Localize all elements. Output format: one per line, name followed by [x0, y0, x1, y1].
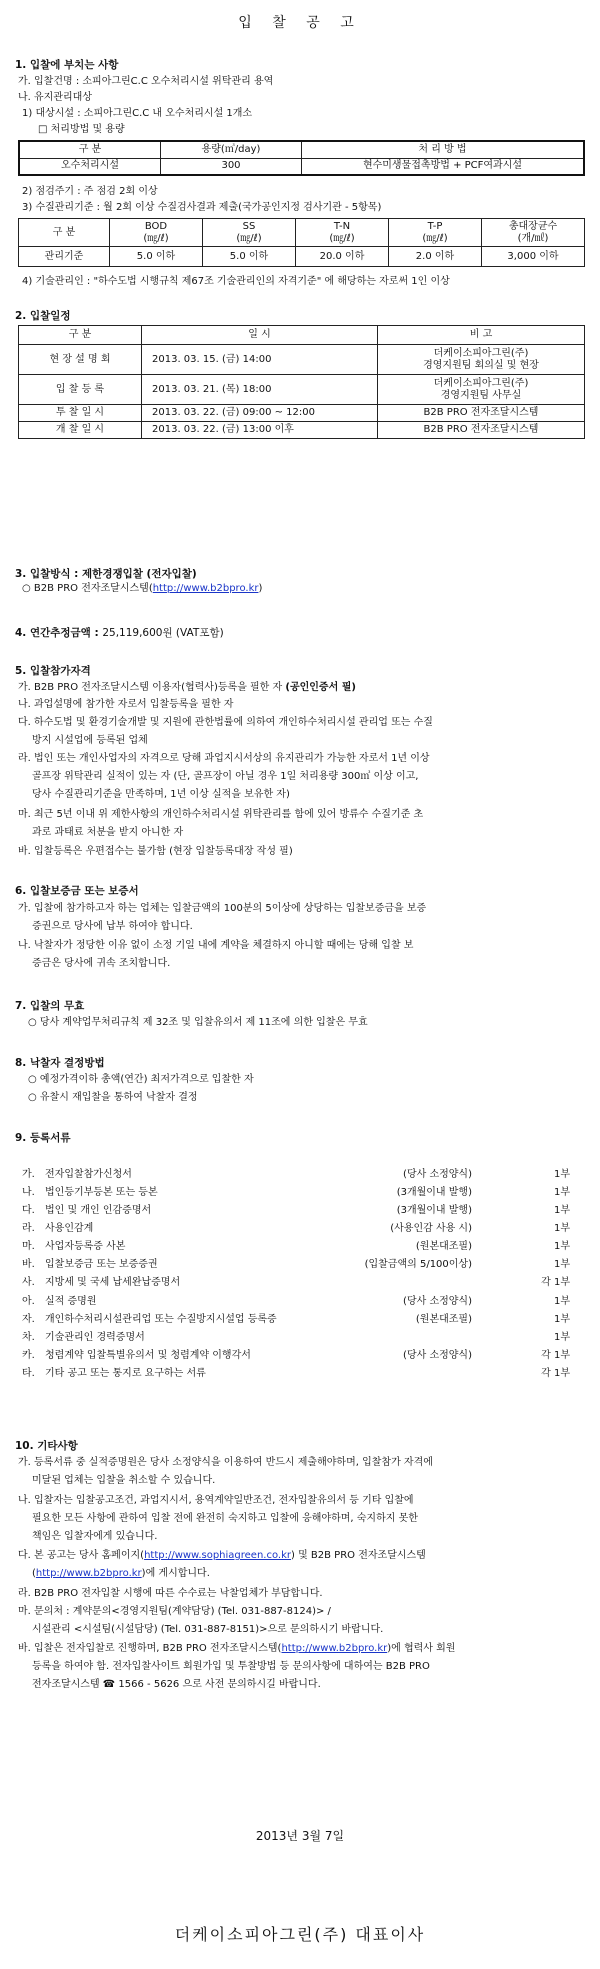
section-3-heading: 3. 입찰방식 : 제한경쟁입찰 (전자입찰): [15, 568, 197, 580]
document-number: 타.: [22, 1368, 35, 1379]
wq-cell: 20.0 이하: [296, 247, 389, 267]
method-header: 용량(㎥/day): [161, 141, 302, 158]
section-1-heading: 1. 입찰에 부치는 사항: [15, 59, 119, 71]
document-name: 법인 및 개인 인감증명서: [45, 1205, 152, 1216]
wq-header-unit: (㎎/ℓ): [143, 232, 169, 244]
document-note: (입찰금액의 5/100이상): [364, 1259, 472, 1270]
document-name: 기타 공고 또는 통지로 요구하는 서류: [45, 1368, 206, 1379]
wq-header-unit: (㎎/ℓ): [236, 232, 262, 244]
s10-text: )에 협력사 회원: [387, 1643, 456, 1654]
s1-line: 가. 입찰건명 : 소피아그린C.C 오수처리시설 위탁관리 용역: [18, 76, 274, 87]
wq-header-name: T-P: [427, 220, 443, 232]
s5-line: 골프장 위탁관리 실적이 있는 자 (단, 골프장이 아닐 경우 1일 처리용량 300㎥ 이상 이고,: [32, 771, 419, 782]
s10-line: [18, 1642, 455, 1655]
section-4-label: 4. 연간추정금액 :: [15, 627, 103, 639]
page-title: 입 찰 공 고: [238, 15, 362, 31]
s10-line: [32, 1567, 210, 1580]
document-number: 사.: [22, 1277, 35, 1288]
s10-text: 바. 입찰은 전자입찰로 진행하며, B2B PRO 전자조달시스템(: [18, 1643, 282, 1654]
s8-line: ○ 예정가격이하 총액(연간) 최저가격으로 입찰한 자: [28, 1074, 254, 1085]
s10-text: )에 게시합니다.: [141, 1568, 210, 1579]
document-row: [0, 1367, 600, 1381]
document-note: (3개월이내 발행): [396, 1187, 472, 1198]
wq-header: [296, 219, 389, 247]
document-name: 실적 증명원: [45, 1296, 97, 1307]
s10-text: (: [32, 1568, 36, 1579]
wq-header-name: T-N: [333, 220, 351, 232]
document-number: 카.: [22, 1350, 35, 1361]
document-quantity: 1부: [553, 1241, 570, 1252]
wq-header-name: 총대장균수: [508, 220, 558, 232]
method-header: 구 분: [19, 141, 161, 158]
s5-line: 과로 과태료 처분을 받지 아니한 자: [32, 827, 184, 838]
estimated-price: 25,119,600원 (VAT포함): [102, 627, 224, 639]
s3-line: [22, 582, 262, 595]
s10-line: 전자조달시스템 ☎ 1566 - 5626 으로 사전 문의하시길 바랍니다.: [32, 1679, 321, 1690]
schedule-table: [18, 325, 585, 439]
s10-line: 마. 문의처 : 계약문의<경영지원팀(계약담당) (Tel. 031-887-8124)> /: [18, 1606, 331, 1617]
s10-text: 다. 본 공고는 당사 홈페이지(: [18, 1550, 145, 1561]
s1-line: 1) 대상시설 : 소피아그린C.C 내 오수처리시설 1개소: [22, 108, 253, 119]
schedule-note-line: 경영지원팀 사무실: [440, 389, 522, 401]
s10-line: 등록을 하여야 함. 전자입찰사이트 회원가입 및 투찰방법 등 문의사항에 대하여는 B2B PRO: [32, 1661, 430, 1672]
s10-text: ) 및 B2B PRO 전자조달시스템: [291, 1550, 426, 1561]
schedule-item: 현 장 설 명 회: [19, 345, 142, 375]
document-row: [0, 1186, 600, 1200]
wq-header-name: BOD: [144, 220, 168, 232]
document-name: 법인등기부등본 또는 등본: [45, 1187, 158, 1198]
schedule-note-line: 경영지원팀 회의실 및 현장: [423, 359, 539, 371]
s5-line: 나. 과업설명에 참가한 자로서 입찰등록을 필한 자: [18, 699, 234, 710]
wq-header: [110, 219, 203, 247]
document-row: [0, 1313, 600, 1327]
schedule-note: B2B PRO 전자조달시스템: [378, 405, 585, 422]
schedule-datetime: 2013. 03. 21. (목) 18:00: [142, 375, 378, 405]
document-quantity: 1부: [553, 1187, 570, 1198]
schedule-datetime: 2013. 03. 22. (금) 13:00 이후: [142, 422, 378, 439]
s8-line: ○ 유찰시 재입찰을 통하여 낙찰자 결정: [28, 1092, 198, 1103]
s10-line: 책임은 입찰자에게 있습니다.: [32, 1531, 158, 1542]
document-note: (원본대조필): [415, 1241, 472, 1252]
method-cell: 오수처리시설: [19, 158, 161, 175]
section-4-heading: [15, 625, 224, 640]
s7-line: ○ 당사 계약업무처리규칙 제 32조 및 입찰유의서 제 11조에 의한 입찰은 무효: [28, 1017, 368, 1028]
s3-line-text: ): [258, 583, 263, 594]
s1-line: □ 처리방법 및 용량: [38, 124, 125, 135]
s5-line: 라. 법인 또는 개인사업자의 자격으로 당해 과업지시서상의 유지관리가 가능한 자로서 1년 이상: [18, 753, 430, 764]
schedule-note-line: 더케이소피아그린(주): [433, 377, 529, 389]
s5-line: 다. 하수도법 및 환경기술개발 및 지원에 관한법률에 의하여 개인하수처리시설 관리업 또는 수질: [18, 717, 433, 728]
water-quality-table: [18, 218, 585, 267]
s6-line: 가. 입찰에 참가하고자 하는 업체는 입찰금액의 100분의 5이상에 상당하는 입찰보증금을 보증: [18, 903, 427, 914]
s6-line: 증권으로 당사에 납부 하여야 합니다.: [32, 921, 193, 932]
document-name: 기술관리인 경력증명서: [45, 1332, 145, 1343]
document-name: 개인하수처리시설관리업 또는 수질방지시설업 등록증: [45, 1314, 277, 1325]
wq-header-unit: (㎎/ℓ): [329, 232, 355, 244]
document-name: 청렴계약 입찰특별유의서 및 청렴계약 이행각서: [45, 1350, 251, 1361]
section-8-heading: 8. 낙찰자 결정방법: [15, 1057, 105, 1069]
s1-line: 3) 수질관리기준 : 월 2회 이상 수질검사결과 제출(국가공인지정 검사기관 - 5항목): [22, 202, 382, 213]
s10-line: 라. B2B PRO 전자입찰 시행에 따른 수수료는 낙찰업체가 부담합니다.: [18, 1588, 323, 1599]
section-9-heading: 9. 등록서류: [15, 1132, 71, 1144]
document-note: (사용인감 사용 시): [390, 1223, 472, 1234]
s10-line: 가. 등록서류 중 실적증명원은 당사 소정양식을 이용하여 반드시 제출해야하며, 입찰참가 자격에: [18, 1457, 433, 1468]
document-row: [0, 1295, 600, 1309]
document-quantity: 1부: [553, 1259, 570, 1270]
document-quantity: 1부: [553, 1169, 570, 1180]
wq-cell: 5.0 이하: [110, 247, 203, 267]
method-header: 처 리 방 법: [302, 141, 585, 158]
document-row: [0, 1331, 600, 1345]
wq-header-name: SS: [242, 220, 256, 232]
b2bpro-link[interactable]: http://www.b2bpro.kr: [281, 1643, 388, 1654]
document-number: 다.: [22, 1205, 35, 1216]
wq-header: [203, 219, 296, 247]
document-quantity: 1부: [553, 1223, 570, 1234]
sophiagreen-link[interactable]: http://www.sophiagreen.co.kr: [144, 1550, 291, 1561]
section-7-heading: 7. 입찰의 무효: [15, 1000, 85, 1012]
section-5-heading: 5. 입찰참가자격: [15, 665, 91, 677]
document-number: 아.: [22, 1296, 35, 1307]
schedule-item: 개 찰 일 시: [19, 422, 142, 439]
schedule-datetime: 2013. 03. 15. (금) 14:00: [142, 345, 378, 375]
method-cell: 현수미생물접촉방법 + PCF여과시설: [302, 158, 585, 175]
schedule-note-line: 더케이소피아그린(주): [433, 347, 529, 359]
section-10-heading: 10. 기타사항: [15, 1440, 78, 1452]
document-row: [0, 1349, 600, 1363]
document-note: (당사 소정양식): [403, 1296, 472, 1307]
document-number: 마.: [22, 1241, 35, 1252]
document-quantity: 각 1부: [541, 1277, 570, 1288]
wq-header-unit: (개/㎖): [517, 232, 549, 244]
document-note: (3개월이내 발행): [396, 1205, 472, 1216]
document-quantity: 각 1부: [541, 1368, 570, 1379]
s6-line: 나. 낙찰자가 정당한 이유 없이 소정 기일 내에 계약을 체결하지 아니할 때에는 당해 입찰 보: [18, 940, 414, 951]
document-name: 사업자등록증 사본: [45, 1241, 126, 1252]
s3-line-text: ○ B2B PRO 전자조달시스템(: [22, 583, 153, 594]
notice-date: 2013년 3월 7일: [255, 1829, 345, 1843]
document-row: [0, 1204, 600, 1218]
issuer-signature: 더케이소피아그린(주) 대표이사: [174, 1925, 426, 1944]
document-row: [0, 1258, 600, 1272]
s10-line: 나. 입찰자는 입찰공고조건, 과업지시서, 용역계약일반조건, 전자입찰유의서 등 기타 입찰에: [18, 1495, 414, 1506]
document-name: 지방세 및 국세 납세완납증명서: [45, 1277, 181, 1288]
document-quantity: 1부: [553, 1332, 570, 1343]
document-quantity: 1부: [553, 1205, 570, 1216]
schedule-item: 입 찰 등 록: [19, 375, 142, 405]
section-2-heading: 2. 입찰일정: [15, 310, 71, 322]
wq-header: 구 분: [19, 219, 110, 247]
document-number: 자.: [22, 1314, 35, 1325]
s10-line: [18, 1549, 426, 1562]
wq-header: [389, 219, 482, 247]
method-cell: 300: [161, 158, 302, 175]
s1-line: 나. 유지관리대상: [18, 92, 92, 103]
schedule-note: [378, 345, 585, 375]
document-number: 나.: [22, 1187, 35, 1198]
document-note: (원본대조필): [415, 1314, 472, 1325]
document-name: 사용인감계: [45, 1223, 94, 1234]
wq-cell: 3,000 이하: [482, 247, 585, 267]
document-quantity: 1부: [553, 1314, 570, 1325]
document-row: [0, 1276, 600, 1290]
wq-cell: 2.0 이하: [389, 247, 482, 267]
schedule-header: 비 고: [378, 326, 585, 345]
s5-line: [18, 681, 356, 694]
s10-line: 미달된 업체는 입찰을 취소할 수 있습니다.: [32, 1475, 216, 1486]
s5-line: 방지 시설업에 등록된 업체: [32, 735, 148, 746]
b2bpro-link[interactable]: http://www.b2bpro.kr: [35, 1568, 142, 1579]
s10-line: 필요한 모든 사항에 관하여 입찰 전에 완전히 숙지하고 입찰에 응해야하며, 숙지하지 못한: [32, 1513, 418, 1524]
document-name: 입찰보증금 또는 보증증권: [45, 1259, 158, 1270]
document-quantity: 각 1부: [541, 1350, 570, 1361]
wq-cell: 5.0 이하: [203, 247, 296, 267]
schedule-note: [378, 375, 585, 405]
document-number: 라.: [22, 1223, 35, 1234]
document-row: [0, 1222, 600, 1236]
document-note: (당사 소정양식): [403, 1169, 472, 1180]
s5-line: 당사 수질관리기준을 만족하며, 1년 이상 실적을 보유한 자): [32, 789, 290, 800]
wq-cell: 관리기준: [19, 247, 110, 267]
s5-line-text: 가. B2B PRO 전자조달시스템 이용자(협력사)등록을 필한 자: [18, 682, 286, 693]
document-note: (당사 소정양식): [403, 1350, 472, 1361]
schedule-item: 투 찰 일 시: [19, 405, 142, 422]
s5-bold-text: (공인인증서 필): [285, 682, 356, 693]
s5-line: 바. 입찰등록은 우편접수는 불가함 (현장 입찰등록대장 작성 필): [18, 846, 293, 857]
s5-line: 마. 최근 5년 이내 위 제한사항의 개인하수처리시설 위탁관리를 함에 있어 방류수 수질기준 초: [18, 809, 424, 820]
document-number: 가.: [22, 1169, 35, 1180]
schedule-datetime: 2013. 03. 22. (금) 09:00 ~ 12:00: [142, 405, 378, 422]
method-table: [18, 140, 585, 176]
s1-line: 4) 기술관리인 : "하수도법 시행규칙 제67조 기술관리인의 자격기준" 에 해당하는 자로써 1인 이상: [22, 276, 450, 287]
schedule-note: B2B PRO 전자조달시스템: [378, 422, 585, 439]
b2bpro-link[interactable]: http://www.b2bpro.kr: [152, 583, 259, 594]
schedule-header: 구 분: [19, 326, 142, 345]
document-name: 전자입찰참가신청서: [45, 1169, 132, 1180]
s6-line: 증금은 당사에 귀속 조치합니다.: [32, 958, 171, 969]
wq-header-unit: (㎎/ℓ): [422, 232, 448, 244]
wq-header: [482, 219, 585, 247]
s10-line: 시설관리 <시설팀(시설담당) (Tel. 031-887-8151)>으로 문의하시기 바랍니다.: [32, 1624, 384, 1635]
document-row: [0, 1240, 600, 1254]
s1-line: 2) 점검주기 : 주 점검 2회 이상: [22, 186, 158, 197]
document-number: 바.: [22, 1259, 35, 1270]
document-row: [0, 1168, 600, 1182]
document-quantity: 1부: [553, 1296, 570, 1307]
section-6-heading: 6. 입찰보증금 또는 보증서: [15, 885, 139, 897]
document-number: 차.: [22, 1332, 35, 1343]
schedule-header: 일 시: [142, 326, 378, 345]
